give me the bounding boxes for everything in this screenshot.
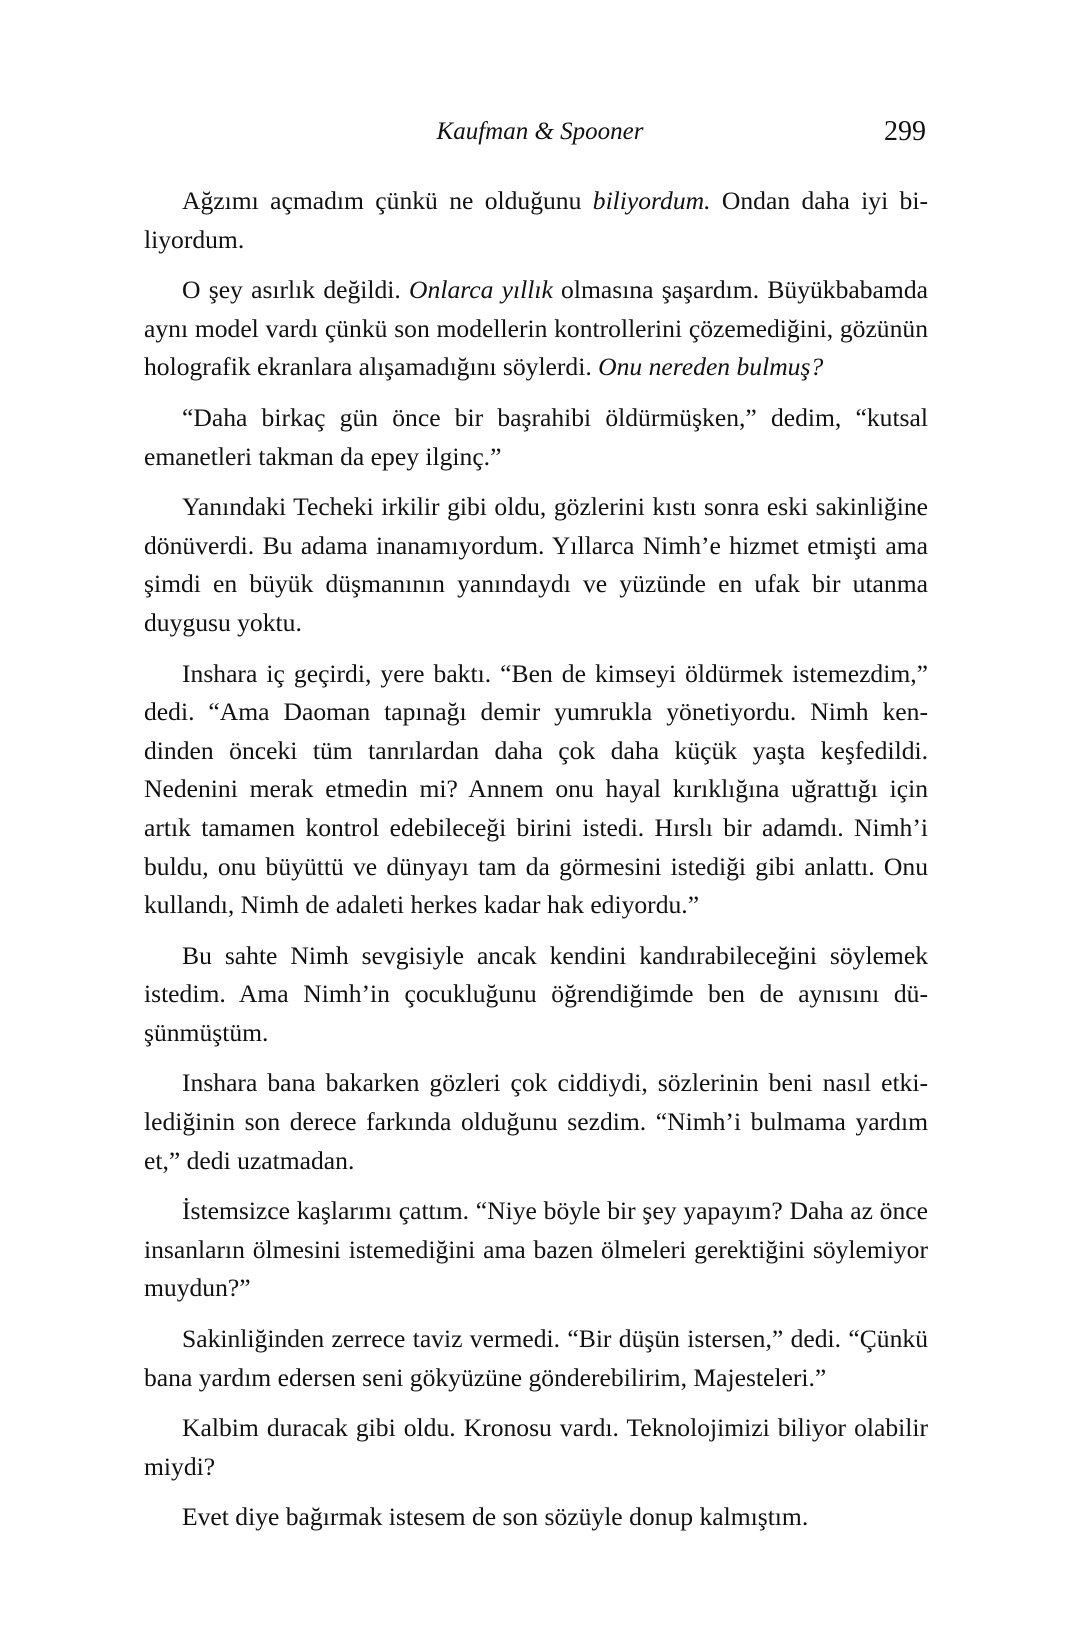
paragraph-4: Yanındaki Techeki irkilir gibi oldu, gözlerini kıstı sonra eski sakinliğine dönüverdi. Bu adama inanamıyordum. Yıllarca Nimh’e hizmet etmişti ama şimdi en büyük düşmanının yanındaydı ve yüzünde en ufak bir utanma duygusu yoktu. [144, 492, 928, 637]
paragraph-8: İstemsizce kaşlarımı çattım. “Niye böyle bir şey yapayım? Daha az önce insanların ölmesini istemediğini ama bazen ölmeleri gerektiğini söylemiyor muydun?” [144, 1196, 928, 1303]
emphasis: Onu nereden bulmuş? [598, 352, 824, 382]
paragraph-9: Sakinliğinden zerrece taviz vermedi. “Bir düşün istersen,” dedi. “Çünkü bana yardım edersen seni gökyüzüne gönderebilirim, Majesteleri.” [144, 1324, 928, 1392]
paragraph-7: Inshara bana bakarken gözleri çok ciddiydi, sözlerinin beni nasıl etkilediğinin son derece farkında olduğunu sezdim. “Nimh’i bulmama yardım et,” dedi uzatmadan. [144, 1068, 928, 1175]
body-text [144, 182, 928, 1549]
text-run: O şey asırlık değildi. [182, 275, 410, 305]
emphasis: Onlarca yıllık [409, 275, 553, 305]
emphasis: biliyordum. [592, 186, 711, 215]
running-head [0, 112, 1080, 152]
text-run: olmasına şaşardım. Büyükbabamda aynı model vardı çünkü son modellerin kontrollerini çözemediğini, gözünün holografik ekranlara alışamadığını söylerdi. [144, 275, 928, 382]
text-run: Ağzımı açmadım çünkü ne olduğunu [182, 186, 593, 215]
paragraph-5: Inshara iç geçirdi, yere baktı. “Ben de kimseyi öldürmek istemezdim,” dedi. “Ama Daoman tapınağı demir yumrukla yönetiyordu. Nimh kendinden önceki tüm tanrılardan daha çok daha küçük yaşta keşfedildi. Nedenini merak etmedin mi? Annem onu hayal kırıklığına uğrattığı için artık tamamen kontrol edebileceği birini istedi. Hırslı bir adamdı. Nimh’i buldu, onu büyüttü ve dünyayı tam da görmesini istediği gibi anlattı. Onu kullandı, Nimh de adaleti herkes kadar hak ediyordu.” [144, 658, 928, 920]
page-number: 299 [884, 116, 926, 147]
paragraph-11: Evet diye bağırmak istesem de son sözüyle donup kalmıştım. [182, 1502, 809, 1532]
paragraph-10: Kalbim duracak gibi oldu. Kronosu vardı. Teknolojimizi biliyor olabilir miydi? [144, 1413, 928, 1481]
paragraph-3: “Daha birkaç gün önce bir başrahibi öldürmüşken,” dedim, “kutsal emanetleri takman da epey ilginç.” [144, 402, 928, 471]
text-run: Ondan daha iyi biliyordum. [144, 186, 928, 254]
running-title: Kaufman & Spooner [436, 118, 644, 145]
paragraph-6: Bu sahte Nimh sevgisiyle ancak kendini kandırabileceğini söylemek istedim. Ama Nimh’in çocukluğunu öğrendiğimde ben de aynısını düşünmüştüm. [144, 940, 928, 1047]
paragraph-1 [144, 182, 928, 259]
paragraph-2 [144, 271, 928, 387]
